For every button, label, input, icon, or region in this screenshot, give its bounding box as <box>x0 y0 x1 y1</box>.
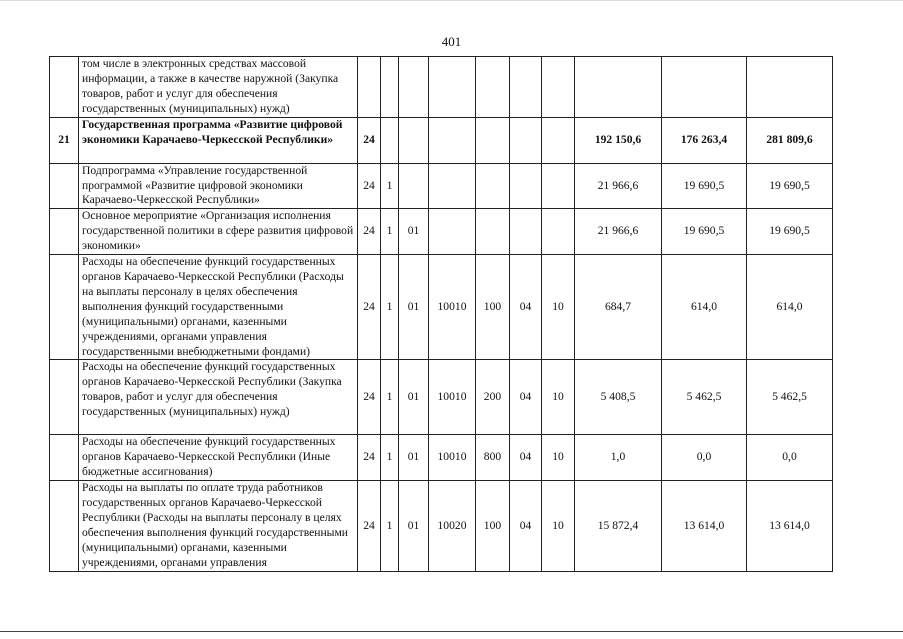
amount-year-3-cell: 0,0 <box>747 435 833 481</box>
page-number: 401 <box>441 34 462 49</box>
direction-code-cell <box>429 163 476 209</box>
amount-year-3-cell: 19 690,5 <box>747 209 833 255</box>
row-number-cell <box>50 255 79 360</box>
event-code-cell: 01 <box>399 209 429 255</box>
row-name-cell: Расходы на обеспечение функций государственных органов Карачаево-Черкесской Республики (Закупка товаров, работ и услуг для обеспечения государственных (муниципальных) нужд) <box>79 360 358 435</box>
subprogram-code-cell: 1 <box>381 481 399 571</box>
amount-year-2-cell <box>662 57 747 118</box>
table-row <box>50 163 833 209</box>
ministry-code-cell <box>358 57 381 118</box>
row-number-cell <box>50 57 79 118</box>
subsection-code-cell: 10 <box>542 255 575 360</box>
section-code-cell: 04 <box>510 255 542 360</box>
row-name-cell: Государственная программа «Развитие цифровой экономики Карачаево-Черкесской Республики» <box>79 117 358 163</box>
amount-year-3-cell: 13 614,0 <box>747 481 833 571</box>
expense-type-cell: 200 <box>476 360 510 435</box>
amount-year-2-cell: 19 690,5 <box>662 163 747 209</box>
section-code-cell <box>510 163 542 209</box>
subprogram-code-cell: 1 <box>381 360 399 435</box>
subsection-code-cell: 10 <box>542 360 575 435</box>
event-code-cell <box>399 57 429 118</box>
subprogram-code-cell <box>381 57 399 118</box>
expense-type-cell <box>476 57 510 118</box>
budget-table <box>49 56 833 572</box>
direction-code-cell <box>429 117 476 163</box>
row-name-cell: Расходы на обеспечение функций государственных органов Карачаево-Черкесской Республики (Расходы на выплаты персоналу в целях обеспечения выполнения функций государственными (муниципальными) органами, казенными учреждениями, органами управления государственными внебюджетными фондами) <box>79 255 358 360</box>
amount-year-2-cell: 19 690,5 <box>662 209 747 255</box>
row-name-cell: том числе в электронных средствах массовой информации, а также в качестве наружной (Закупка товаров, работ и услуг для обеспечения государственных (муниципальных) нужд) <box>79 57 358 118</box>
table-row <box>50 435 833 481</box>
row-name-cell: Расходы на выплаты по оплате труда работников государственных органов Карачаево-Черкесской Республики (Расходы на выплаты персоналу в целях обеспечения выполнения функций государственными (муниципальными) органами, казенными учреждениями, органами управления <box>79 481 358 571</box>
table-row <box>50 360 833 435</box>
row-number-cell <box>50 163 79 209</box>
ministry-code-cell: 24 <box>358 360 381 435</box>
ministry-code-cell: 24 <box>358 481 381 571</box>
amount-year-3-cell: 281 809,6 <box>747 117 833 163</box>
table-row <box>50 481 833 571</box>
row-name-cell: Подпрограмма «Управление государственной программой «Развитие цифровой экономики Карачаево-Черкесской Республики» <box>79 163 358 209</box>
scan-edge-top <box>0 0 903 1</box>
event-code-cell <box>399 163 429 209</box>
row-name-cell: Основное мероприятие «Организация исполнения государственной политики в сфере развития цифровой экономики» <box>79 209 358 255</box>
scan-edge-bottom <box>0 631 903 632</box>
ministry-code-cell: 24 <box>358 435 381 481</box>
event-code-cell: 01 <box>399 360 429 435</box>
amount-year-1-cell: 21 966,6 <box>575 209 662 255</box>
direction-code-cell: 10010 <box>429 435 476 481</box>
ministry-code-cell: 24 <box>358 209 381 255</box>
section-code-cell: 04 <box>510 360 542 435</box>
table-row <box>50 255 833 360</box>
row-number-cell <box>50 481 79 571</box>
direction-code-cell: 10010 <box>429 360 476 435</box>
expense-type-cell: 100 <box>476 481 510 571</box>
subprogram-code-cell: 1 <box>381 255 399 360</box>
amount-year-2-cell: 0,0 <box>662 435 747 481</box>
section-code-cell <box>510 57 542 118</box>
amount-year-1-cell: 1,0 <box>575 435 662 481</box>
ministry-code-cell: 24 <box>358 163 381 209</box>
row-name-cell: Расходы на обеспечение функций государственных органов Карачаево-Черкесской Республики (Иные бюджетные ассигнования) <box>79 435 358 481</box>
direction-code-cell <box>429 57 476 118</box>
ministry-code-cell: 24 <box>358 255 381 360</box>
expense-type-cell <box>476 209 510 255</box>
section-code-cell: 04 <box>510 481 542 571</box>
expense-type-cell: 800 <box>476 435 510 481</box>
table-body <box>50 57 833 572</box>
subsection-code-cell: 10 <box>542 435 575 481</box>
subprogram-code-cell: 1 <box>381 435 399 481</box>
event-code-cell <box>399 117 429 163</box>
expense-type-cell <box>476 163 510 209</box>
amount-year-1-cell: 15 872,4 <box>575 481 662 571</box>
table-row <box>50 57 833 118</box>
amount-year-2-cell: 614,0 <box>662 255 747 360</box>
subprogram-code-cell <box>381 117 399 163</box>
amount-year-3-cell: 5 462,5 <box>747 360 833 435</box>
amount-year-1-cell: 21 966,6 <box>575 163 662 209</box>
event-code-cell: 01 <box>399 481 429 571</box>
expense-type-cell <box>476 117 510 163</box>
expense-type-cell: 100 <box>476 255 510 360</box>
subsection-code-cell <box>542 209 575 255</box>
amount-year-2-cell: 5 462,5 <box>662 360 747 435</box>
amount-year-1-cell <box>575 57 662 118</box>
subsection-code-cell <box>542 57 575 118</box>
section-code-cell <box>510 209 542 255</box>
row-number-cell <box>50 209 79 255</box>
row-number-cell <box>50 435 79 481</box>
amount-year-1-cell: 192 150,6 <box>575 117 662 163</box>
direction-code-cell: 10010 <box>429 255 476 360</box>
amount-year-2-cell: 13 614,0 <box>662 481 747 571</box>
amount-year-2-cell: 176 263,4 <box>662 117 747 163</box>
direction-code-cell <box>429 209 476 255</box>
row-number-cell <box>50 360 79 435</box>
section-code-cell <box>510 117 542 163</box>
amount-year-3-cell: 19 690,5 <box>747 163 833 209</box>
ministry-code-cell: 24 <box>358 117 381 163</box>
subsection-code-cell <box>542 117 575 163</box>
event-code-cell: 01 <box>399 435 429 481</box>
subprogram-code-cell: 1 <box>381 209 399 255</box>
direction-code-cell: 10020 <box>429 481 476 571</box>
section-code-cell: 04 <box>510 435 542 481</box>
amount-year-3-cell: 614,0 <box>747 255 833 360</box>
table-row <box>50 117 833 163</box>
amount-year-1-cell: 684,7 <box>575 255 662 360</box>
event-code-cell: 01 <box>399 255 429 360</box>
table-row <box>50 209 833 255</box>
subsection-code-cell: 10 <box>542 481 575 571</box>
amount-year-3-cell <box>747 57 833 118</box>
subprogram-code-cell: 1 <box>381 163 399 209</box>
subsection-code-cell <box>542 163 575 209</box>
amount-year-1-cell: 5 408,5 <box>575 360 662 435</box>
row-number-cell: 21 <box>50 117 79 163</box>
